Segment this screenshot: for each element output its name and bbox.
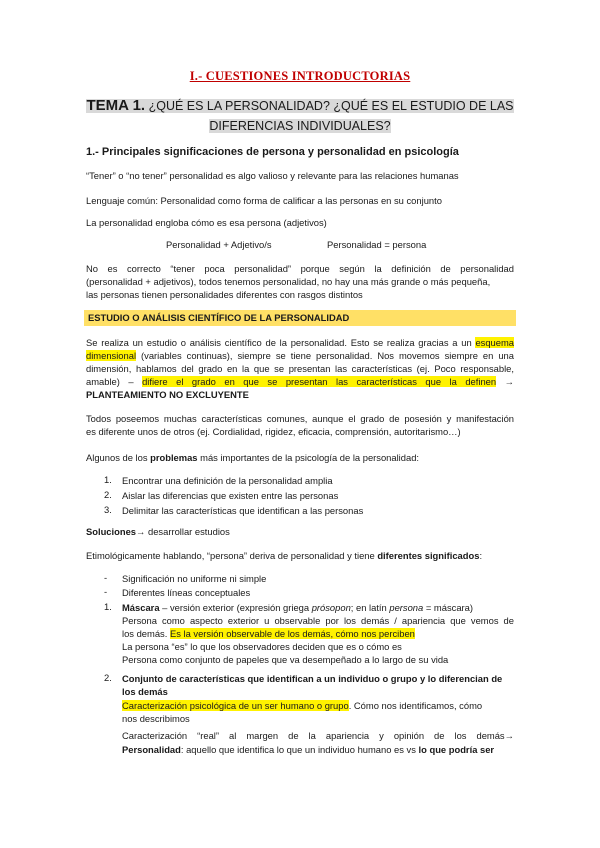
list-item: Encontrar una definición de la personalidad amplia: [122, 475, 333, 486]
dash-mark: -: [104, 586, 108, 597]
paragraph-2: Lenguaje común: Personalidad como forma de calificar a las personas en su conjunto: [86, 195, 442, 206]
paragraph-5-line4: amable) – difiere el grado en que se presentan las características que la definen →: [86, 376, 514, 387]
paragraph-1: “Tener” o “no tener” personalidad es algo valioso y relevante para las relaciones humanas: [86, 170, 459, 181]
paragraph-5-line1: Se realiza un estudio o análisis científico de la personalidad. Esto se realiza gracias a un esquema: [86, 337, 515, 348]
item2-title-line1: Conjunto de características que identifican a un individuo o grupo y lo diferencian de: [122, 673, 503, 684]
list-item: Aislar las diferencias que existen entre las personas: [122, 490, 339, 501]
subheading: 1.- Principales significaciones de persona y personalidad en psicología: [86, 146, 459, 158]
section-title: I.- CUESTIONES INTRODUCTORIAS: [189, 69, 411, 83]
highlight-caracterizacion: Caracterización psicológica de un ser humano o grupo: [122, 700, 349, 711]
list-item: Delimitar las características que identifican a las personas: [122, 505, 364, 516]
paragraph-3: La personalidad engloba cómo es esa persona (adjetivos): [86, 217, 327, 228]
item1-line5: Persona como conjunto de papeles que va desempeñado a lo largo de su vida: [122, 654, 449, 665]
paragraph-6-line1: Todos poseemos muchas características comunes, aunque el grado de posesión y manifestación: [86, 413, 514, 424]
paragraph-4-line3: las personas tienen personalidades diferentes con rasgos distintos: [86, 289, 363, 300]
item1-title-line: Máscara – versión exterior (expresión griega prósopon; en latín persona = máscara): [122, 602, 474, 613]
item1-line4: La persona “es” lo que los observadores deciden que es o cómo es: [122, 641, 402, 652]
item2-title-line2: los demás: [122, 686, 168, 697]
paragraph-4-line1: No es correcto “tener poca personalidad” porque según la definición de personalidad: [86, 263, 514, 274]
item2-line2: nos describimos: [122, 713, 190, 724]
item1-line2: Persona como aspecto exterior u observable por los demás / apariencia que vemos de: [122, 615, 514, 626]
dash-item: Significación no uniforme ni simple: [122, 573, 267, 584]
highlight-difiere: difiere el grado en que se presentan las características que la definen: [142, 376, 497, 387]
formula-right: Personalidad = persona: [327, 239, 427, 250]
dash-mark: -: [104, 572, 108, 583]
item1-number: 1.: [104, 601, 112, 612]
highlight-version-observable: Es la versión observable de los demás, cómo nos perciben: [169, 628, 415, 639]
item2-number: 2.: [104, 672, 112, 683]
item2-line3: Caracterización “real” al margen de la apariencia y opinión de los demás→: [122, 730, 514, 741]
paragraph-6-line2: es diferente unos de otros (ej. Cordialidad, rigidez, eficacia, comprensión, autoritarismo…): [86, 426, 461, 437]
paragraph-5-line3: dimensión, hablamos del grado en la que se presentan las características (ej. Poco responsable,: [86, 363, 514, 374]
highlight-dimensional: dimensional: [86, 350, 137, 361]
highlight-esquema: esquema: [475, 337, 515, 348]
tema-heading-line2: DIFERENCIAS INDIVIDUALES?: [209, 119, 391, 133]
item2-line4: Personalidad: aquello que identifica lo que un individuo humano es vs lo que podría ser: [122, 744, 495, 755]
section-heading: ESTUDIO O ANÁLISIS CIENTÍFICO DE LA PERSONALIDAD: [88, 312, 350, 323]
soluciones-line: Soluciones→ desarrollar estudios: [86, 526, 230, 537]
paragraph-4-line2: (personalidad + adjetivos), todos tenemos personalidad, no hay una más grande o más pequeña,: [86, 276, 491, 287]
paragraph-7: Algunos de los problemas más importantes de la psicología de la personalidad:: [86, 452, 420, 463]
item1-line3: los demás. Es la versión observable de los demás, cómo nos perciben: [122, 628, 415, 639]
dash-item: Diferentes líneas conceptuales: [122, 587, 251, 598]
list-item-number: 3.: [104, 504, 112, 515]
tema-label: TEMA 1.: [86, 97, 146, 114]
list-item-number: 1.: [104, 474, 112, 485]
item2-line1: Caracterización psicológica de un ser humano o grupo. Cómo nos identificamos, cómo: [122, 700, 483, 711]
paragraph-5-line5: PLANTEAMIENTO NO EXCLUYENTE: [86, 389, 249, 400]
paragraph-5-line2: dimensional (variables continuas), siempre se tiene personalidad. Nos movemos siempre en una: [86, 350, 514, 361]
paragraph-8: Etimológicamente hablando, “persona” deriva de personalidad y tiene diferentes significados:: [86, 550, 483, 561]
arrow-icon: →: [496, 376, 514, 387]
tema-heading: [86, 96, 514, 136]
formula-left: Personalidad + Adjetivo/s: [166, 239, 272, 250]
list-item-number: 2.: [104, 489, 112, 500]
tema-heading-line1: ¿QUÉ ES LA PERSONALIDAD? ¿QUÉ ES EL ESTUDIO DE LAS: [145, 99, 514, 113]
